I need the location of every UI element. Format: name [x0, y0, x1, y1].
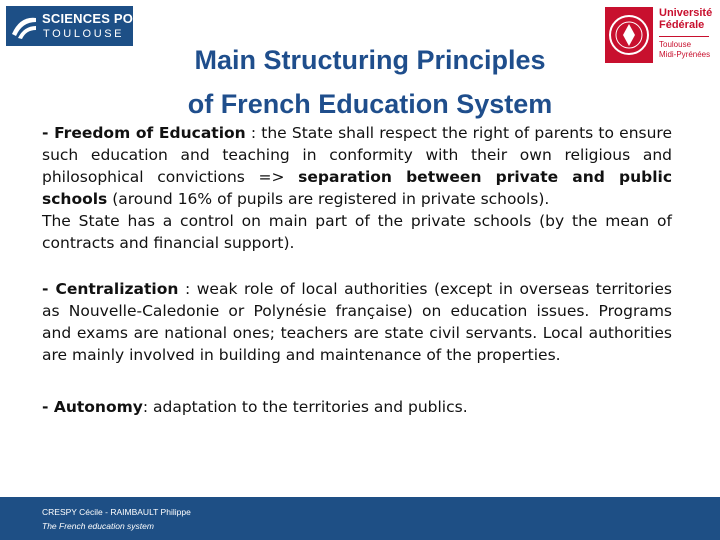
sciences-po-mark-icon	[10, 12, 38, 40]
footer-subtitle: The French education system	[42, 521, 154, 531]
freedom-text2: (around 16% of pupils are registered in private schools).	[107, 190, 550, 208]
logo-right-line1: Université	[659, 7, 713, 19]
sciences-po-logo	[6, 6, 133, 46]
slide-title	[140, 38, 600, 126]
autonomy-text: : adaptation to the territories and publics.	[142, 398, 468, 416]
centralization-text: : weak role of local authorities (except in overseas territories as Nouvelle-Caledonie or Polynésie française) on education issues. Programs and exams are national ones; teachers are state civil servants. Local authorities are mainly involved in building and maintenance of the properties.	[42, 280, 672, 364]
autonomy-paragraph	[42, 396, 672, 418]
freedom-heading: - Freedom of Education	[42, 124, 246, 142]
university-seal-icon	[604, 6, 654, 64]
autonomy-heading: - Autonomy	[42, 398, 143, 416]
logo-left-line1: SCIENCES PO	[42, 11, 134, 26]
freedom-paragraph	[42, 122, 672, 210]
logo-left-line2: TOULOUSE	[43, 28, 125, 40]
footer-authors: CRESPY Cécile - RAIMBAULT Philippe	[42, 507, 191, 517]
logo-divider	[659, 36, 709, 37]
centralization-paragraph	[42, 278, 672, 366]
slide-body	[42, 122, 672, 418]
logo-right-line3: Toulouse	[659, 40, 692, 49]
freedom-bold: separation between private and public schools	[42, 168, 673, 208]
logo-right-line2: Fédérale	[659, 19, 705, 31]
title-line2: of French Education System	[187, 89, 553, 119]
universite-federale-logo	[604, 6, 714, 66]
title-line1: Main Structuring Principles	[194, 45, 546, 75]
freedom-paragraph2: The State has a control on main part of the private schools (by the mean of contracts and financial support).	[42, 212, 672, 252]
logo-right-line4: Midi-Pyrénées	[659, 50, 711, 59]
footer-bar	[0, 497, 720, 540]
freedom-text1: : the State shall respect the right of parents to ensure such education and teaching in conformity with their own religious and philosophical convictions =>	[42, 124, 672, 186]
centralization-heading: - Centralization	[42, 280, 179, 298]
